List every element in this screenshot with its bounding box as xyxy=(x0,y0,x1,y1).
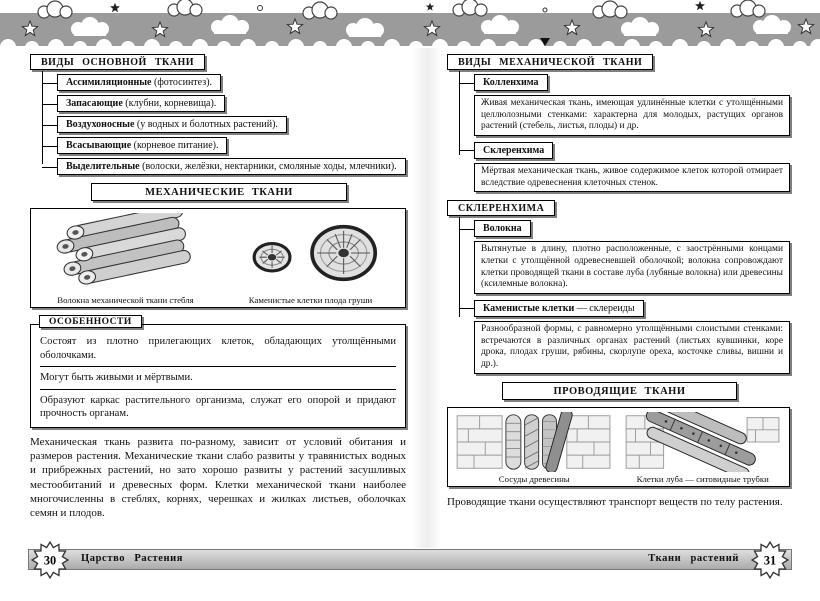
term: Склеренхима xyxy=(483,144,545,156)
tree-line xyxy=(459,217,460,317)
left-body-paragraph: Механическая ткань развита по-разному, зависит от условий обитания и размеров растения. Механические ткани слабо развиты у травянистых водных и прибрежных растений, но зато хорошо развиты у растений засушливых местообитаний и древесных форм. Клетки механической ткани наиболее многочисленны в стеблях, корнях, черешках и жилках листьев, оболочках семян и плодов. xyxy=(30,435,406,520)
term-note: (волоски, желёзки, нектарники, смоляные ходы, млечники). xyxy=(139,161,397,172)
figure-caption: Клетки луба — ситовидные трубки xyxy=(636,473,769,484)
term: Всасывающие xyxy=(66,140,132,151)
page-number-star-right xyxy=(751,541,789,579)
conducting-tissues-banner: ПРОВОДЯЩИЕ ТКАНИ xyxy=(502,382,737,400)
sclerenchyma-description: Мёртвая механическая ткань, живое содержимое клеток которой отмирает вследствие одревеснения клеточных стенок. xyxy=(474,163,790,192)
mechanical-tissues-banner-wrap xyxy=(30,182,408,201)
term-note: (клубни, корневища). xyxy=(122,98,217,109)
footer-bar xyxy=(28,549,792,570)
figure-caption: Каменистые клетки плода груши xyxy=(248,295,373,305)
mechanical-tissue-types-title: ВИДЫ МЕХАНИЧЕСКОЙ ТКАНИ xyxy=(447,54,653,70)
tree-item-excretory xyxy=(57,158,406,175)
stone-cells-illustration xyxy=(221,213,401,293)
sclerenchyma-title: СКЛЕРЕНХИМА xyxy=(447,200,555,216)
term: Ассимиляционные xyxy=(66,77,152,88)
mechanical-tissue-tree xyxy=(459,74,792,192)
term-note: (у водных и болотных растений). xyxy=(134,119,278,130)
right-body-paragraph: Проводящие ткани осуществляют транспорт веществ по телу растения. xyxy=(447,495,783,508)
left-page xyxy=(30,52,408,546)
right-page xyxy=(447,52,792,546)
features-label: ОСОБЕННОСТИ xyxy=(39,315,142,328)
stem-fibers-illustration xyxy=(36,213,216,293)
tree-item-sclereids xyxy=(474,300,644,317)
tree-item-sclerenchyma xyxy=(474,142,553,159)
top-decoration xyxy=(0,0,820,50)
main-tissue-types-title: ВИДЫ ОСНОВНОЙ ТКАНИ xyxy=(30,54,205,70)
sclereids-description: Разнообразной формы, с равномерно утолщёнными слоистыми стенками: встречаются в различных органах растений (листьях кувшинки, коре дрока, плодах груши, рябины, скорлупе ореха, косточке сливы, вишни и др.). xyxy=(474,321,790,374)
page-number: 31 xyxy=(763,553,777,568)
term: Каменистые клетки xyxy=(483,302,575,314)
tree-item-collenchyma xyxy=(474,74,548,91)
footer-title-left: Царство Растения xyxy=(81,553,184,564)
term: Колленхима xyxy=(483,77,539,88)
phloem-cells-figure xyxy=(619,412,788,484)
tree-item-storage xyxy=(57,95,225,112)
page-number-star-left xyxy=(31,541,69,579)
phloem-cells-illustration xyxy=(623,412,783,472)
wood-vessels-figure xyxy=(450,412,619,484)
feature-row: Образуют каркас растительного организма, служат его опорой и придают прочность органам. xyxy=(40,389,396,425)
fibers-description: Вытянутые в длину, плотно расположенные, с заострёнными концами клетки с утолщённой одревесневшей оболочкой; волокна сопровождают клетки проводящей ткани в составе луба (лубяные волокна) или древесины (ксилемные волокна). xyxy=(474,241,790,294)
term-note: (фотосинтез). xyxy=(151,77,213,88)
term: Волокна xyxy=(483,223,522,235)
main-tissue-tree xyxy=(42,74,408,175)
conducting-tissue-figures xyxy=(447,407,790,487)
collenchyma-description: Живая механическая ткань, имеющая удлинённые клетки с утолщёнными целлюлозными стенками: характерна для молодых, растущих органов растений (стебель, листья, плоды) и др. xyxy=(474,95,790,136)
feature-row: Состоят из плотно прилегающих клеток, обладающих утолщёнными оболочками. xyxy=(40,336,396,361)
stem-fibers-figure xyxy=(33,213,218,305)
tree-item-assimilation xyxy=(57,74,221,91)
figure-caption: Волокна механической ткани стебля xyxy=(57,295,194,305)
page-number: 30 xyxy=(43,553,57,568)
wood-vessels-illustration xyxy=(454,412,614,472)
mechanical-tissue-figures xyxy=(30,208,406,308)
features-box xyxy=(30,317,406,428)
tree-line xyxy=(42,71,43,164)
term: Запасающие xyxy=(66,98,123,109)
term-note: — склереиды xyxy=(574,302,635,314)
sclerenchyma-tree xyxy=(459,220,792,373)
tree-item-aeriferous xyxy=(57,116,287,133)
stone-cells-figure xyxy=(218,213,403,305)
tree-item-absorbing xyxy=(57,137,227,154)
mechanical-tissues-banner: МЕХАНИЧЕСКИЕ ТКАНИ xyxy=(91,183,347,201)
tree-item-fibers xyxy=(474,220,531,237)
term-note: (корневое питание). xyxy=(131,140,219,151)
tree-line xyxy=(459,71,460,155)
footer-title-right: Ткани растений xyxy=(648,553,739,564)
page-gutter xyxy=(412,48,442,548)
feature-row: Могут быть живыми и мёртвыми. xyxy=(40,366,396,389)
term: Выделительные xyxy=(66,161,140,172)
figure-caption: Сосуды древесины xyxy=(498,473,570,484)
term: Воздухоносные xyxy=(66,119,135,130)
conducting-tissues-banner-wrap xyxy=(447,381,792,400)
